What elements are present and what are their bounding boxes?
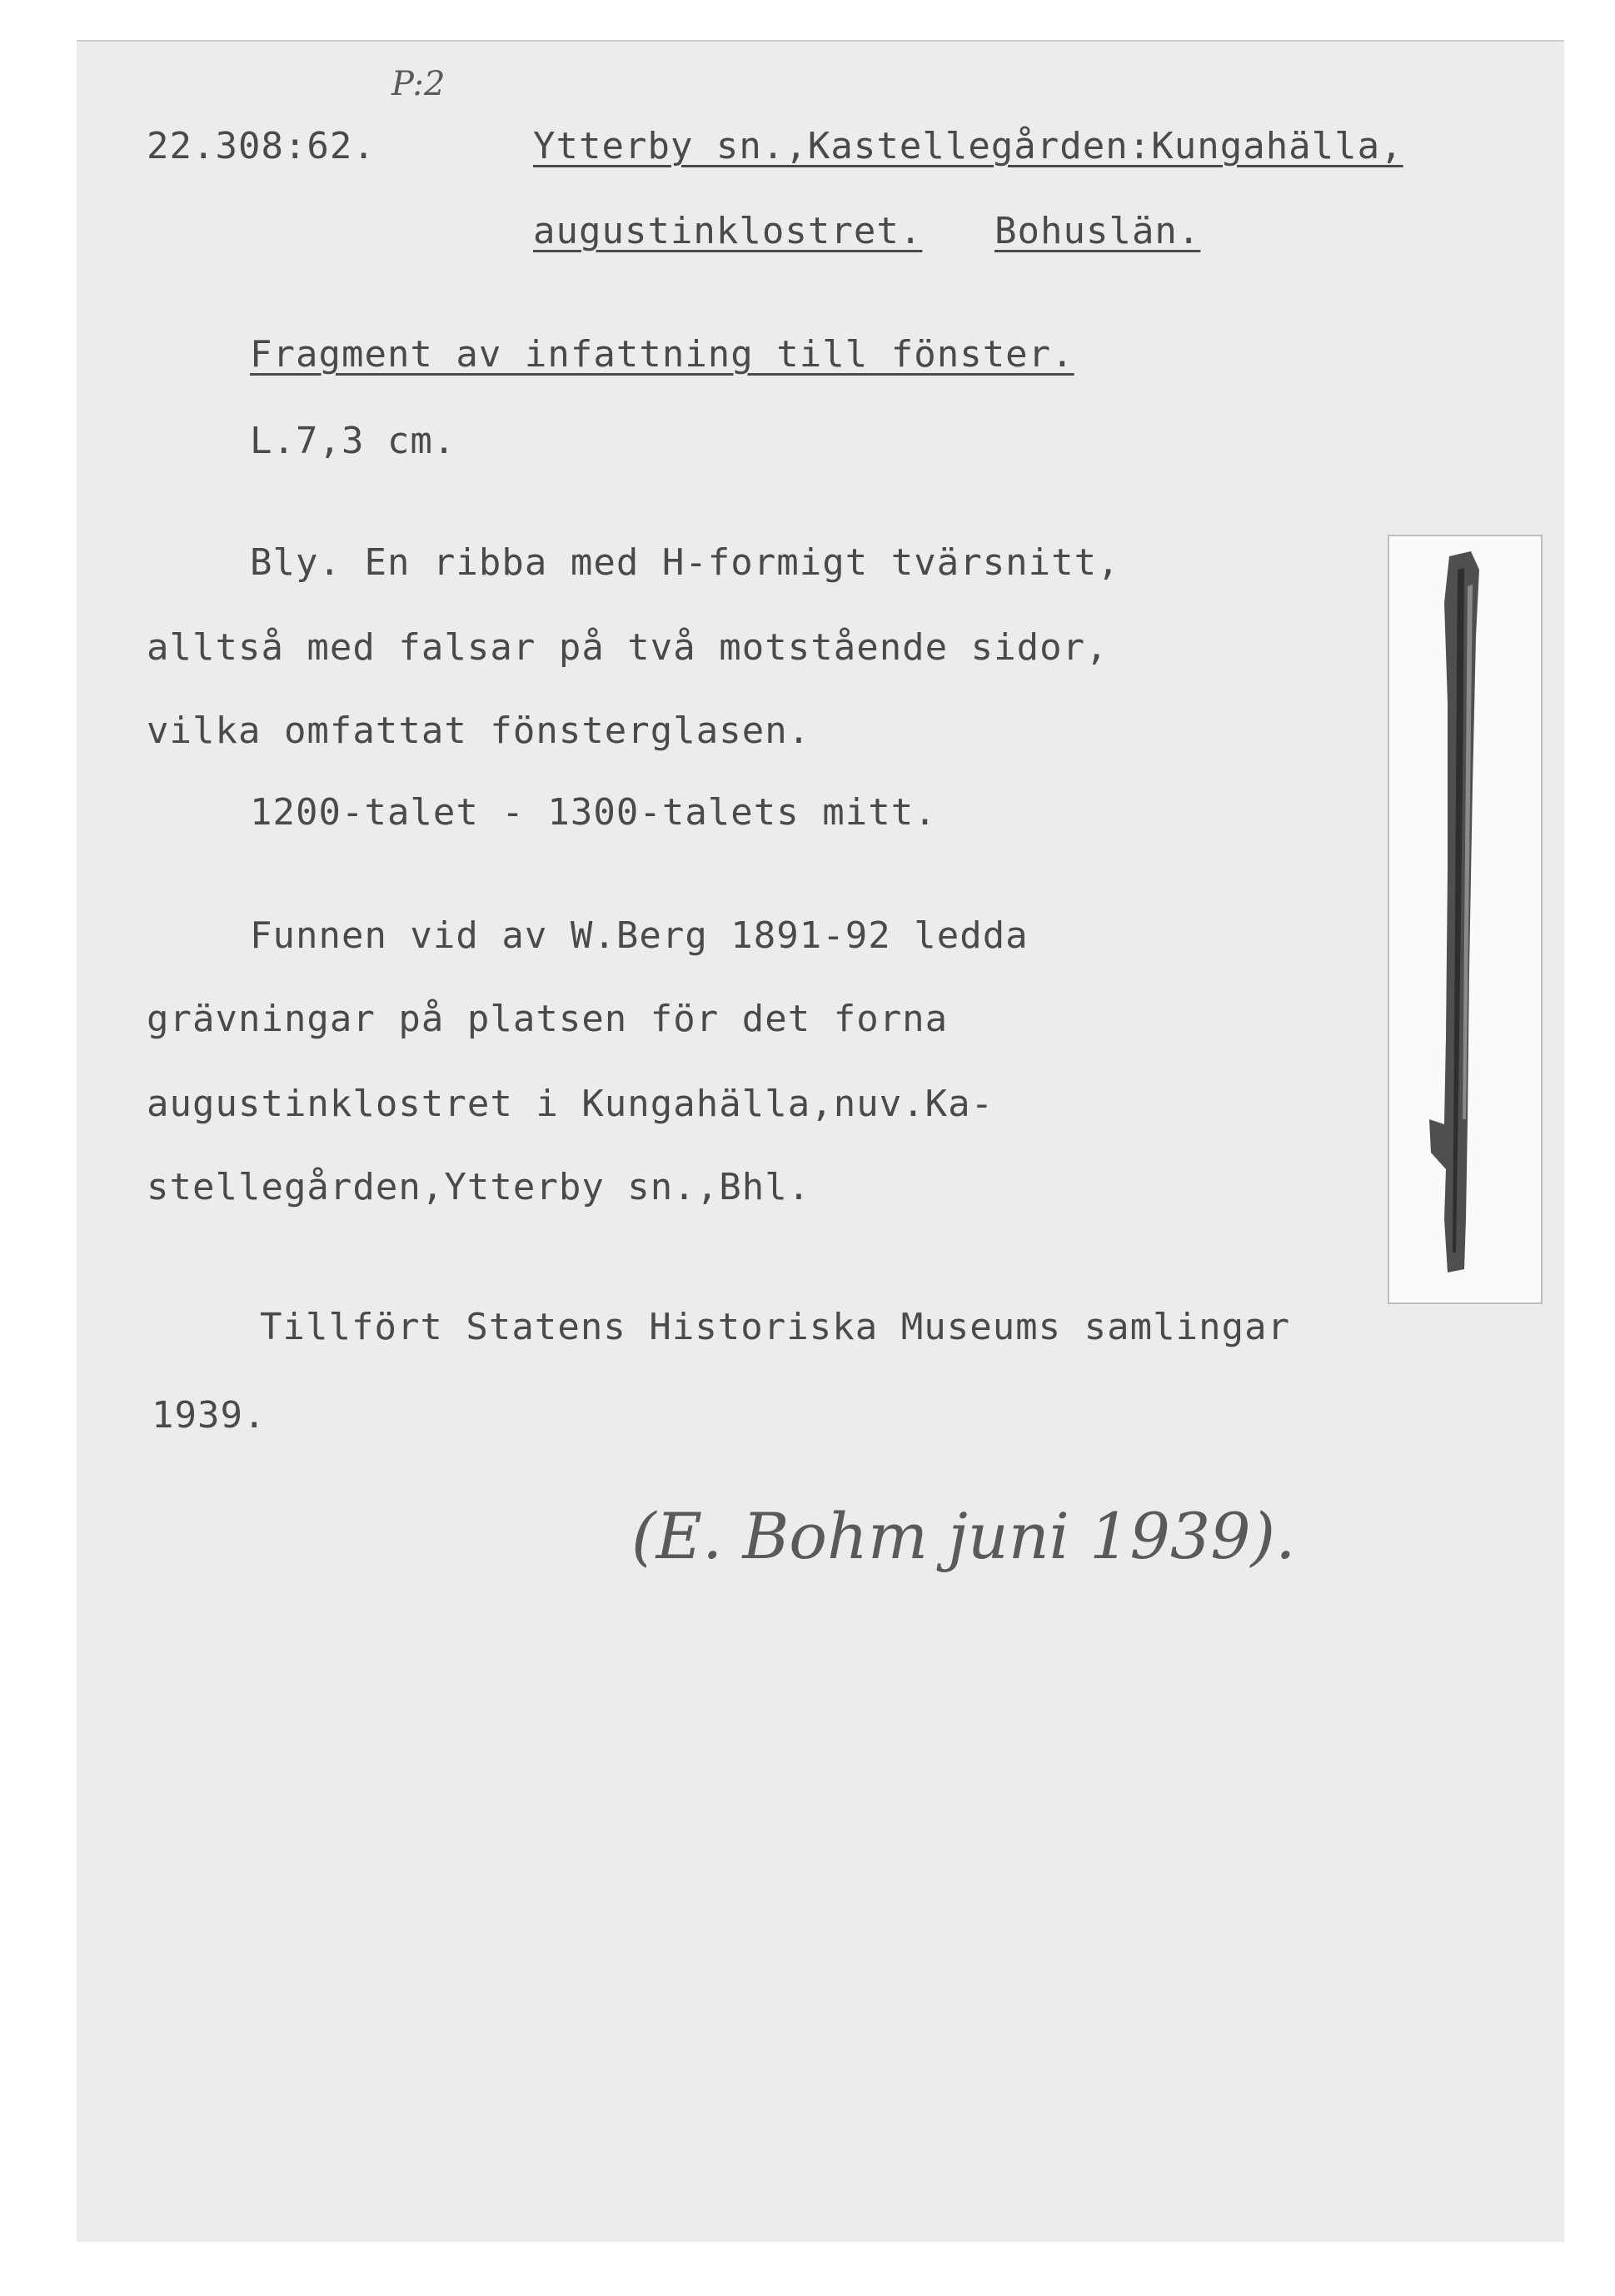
- location-line-2-part-1: augustinklostret.: [533, 210, 923, 252]
- catalog-card: [77, 40, 1564, 2242]
- find-info-line-2: grävningar på platsen för det forna: [147, 998, 949, 1040]
- location-line-2-part-2: Bohuslän.: [994, 210, 1201, 252]
- handwritten-mark: P:2: [391, 65, 446, 103]
- description-line-2: alltså med falsar på två motstående sidor,: [147, 626, 1109, 669]
- signature: (E. Bohm juni 1939).: [631, 1499, 1296, 1573]
- location-line-1: Ytterby sn.,Kastellegården:Kungahälla,: [533, 125, 1403, 167]
- find-info-line-1: Funnen vid av W.Berg 1891-92 ledda: [250, 914, 1029, 957]
- find-info-line-4: stellegården,Ytterby sn.,Bhl.: [147, 1166, 811, 1208]
- dating: 1200-talet - 1300-talets mitt.: [250, 791, 937, 834]
- acquisition-line-2: 1939.: [152, 1394, 267, 1437]
- description-line-3: vilka omfattat fönsterglasen.: [147, 710, 811, 752]
- lead-came-fragment-image: [1389, 536, 1541, 1302]
- object-title: Fragment av infattning till fönster.: [250, 333, 1074, 376]
- catalog-number: 22.308:62.: [147, 125, 376, 167]
- description-line-1: Bly. En ribba med H-formigt tvärsnitt,: [250, 541, 1120, 584]
- object-photo: [1388, 535, 1543, 1304]
- find-info-line-3: augustinklostret i Kungahälla,nuv.Ka-: [147, 1083, 994, 1125]
- measurement: L.7,3 cm.: [250, 420, 456, 462]
- acquisition-line-1: Tillfört Statens Historiska Museums samlingar: [260, 1306, 1291, 1348]
